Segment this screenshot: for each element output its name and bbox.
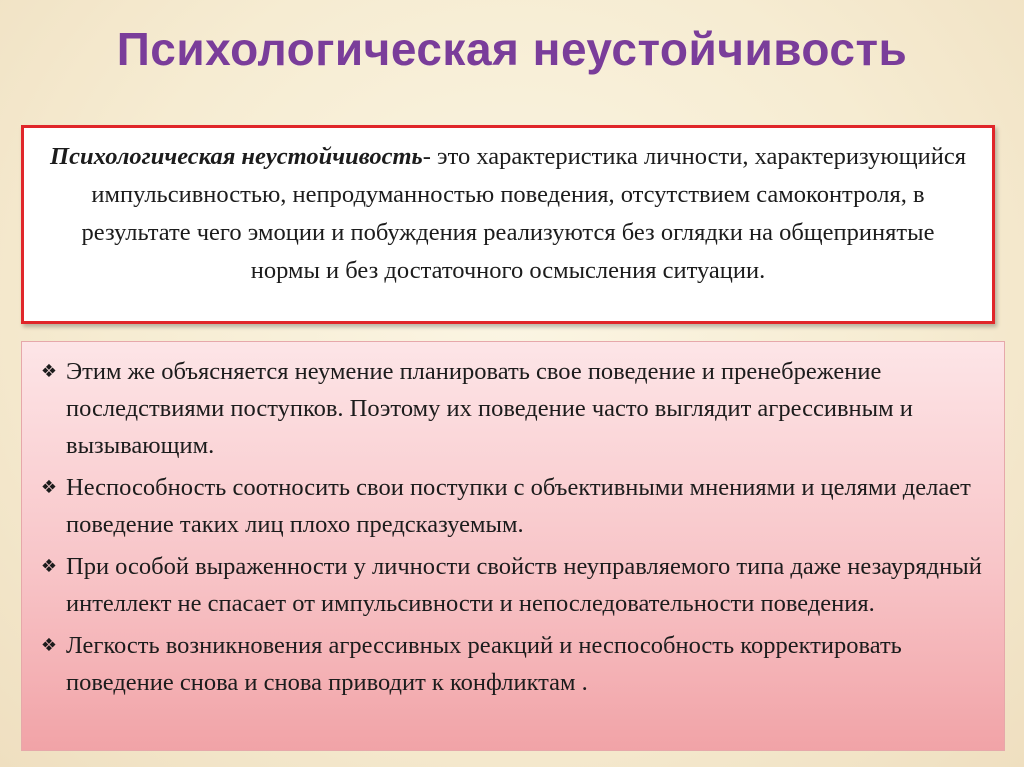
- slide-title: Психологическая неустойчивость: [116, 23, 908, 75]
- bullets-box: [21, 341, 1005, 751]
- bullet-item: [32, 627, 986, 701]
- bullet-text: Неспособность соотносить свои поступки с объективными мнениями и целями делает поведение таких лиц плохо предсказуемым.: [66, 474, 971, 538]
- bullet-text: Этим же объясняется неумение планировать свое поведение и пренебрежение последствиями поступков. Поэтому их поведение часто выглядит агрессивным и вызывающим.: [66, 358, 913, 459]
- bullet-item: [32, 353, 986, 464]
- definition-text: - это характеристика личности, характеризующийся импульсивностью, непродуманностью поведения, отсутствием самоконтроля, в результате чего эмоции и побуждения реализуются без оглядки на общепринятые нормы и без достаточного осмысления ситуации.: [81, 143, 966, 284]
- diamond-bullet-icon: ❖: [40, 635, 58, 656]
- definition-box: [21, 125, 995, 324]
- diamond-bullet-icon: ❖: [40, 556, 58, 577]
- bullet-text: Легкость возникновения агрессивных реакций и неспособность корректировать поведение снова и снова приводит к конфликтам .: [66, 632, 902, 696]
- bullet-text: При особой выраженности у личности свойств неуправляемого типа даже незаурядный интеллект не спасает от импульсивности и непоследовательности поведения.: [66, 553, 982, 617]
- definition-term: Психологическая неустойчивость: [50, 143, 423, 170]
- diamond-bullet-icon: ❖: [40, 477, 58, 498]
- diamond-bullet-icon: ❖: [40, 361, 58, 382]
- bullet-item: [32, 469, 986, 543]
- bullet-item: [32, 548, 986, 622]
